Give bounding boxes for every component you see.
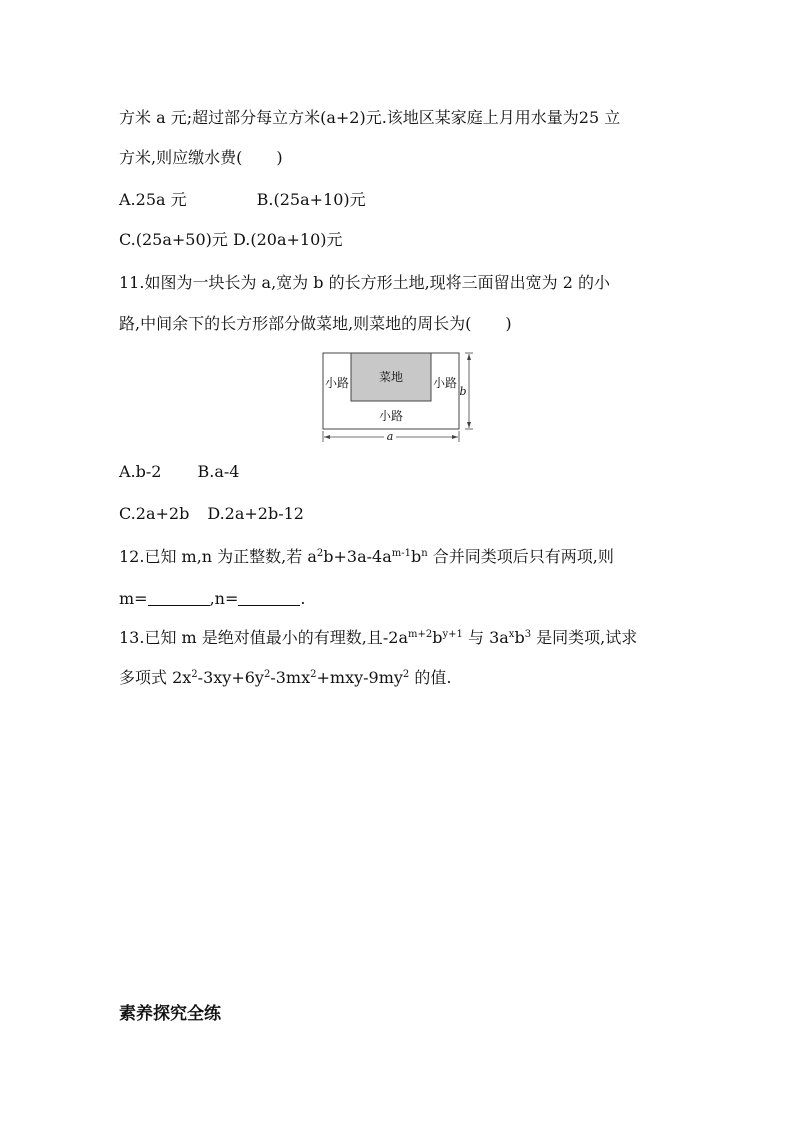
q13-text-2: b [432,628,443,647]
a-arrow-left [324,435,330,439]
q11-option-b: B.a-4 [197,462,240,481]
q10-options-cd [119,229,343,251]
section-heading: 素养探究全练 [119,1004,221,1024]
q10-option-b: B.(25a+10)元 [256,190,366,209]
q10-line2-text: 方米,则应缴水费( [119,148,243,167]
q13-l2-text-3: -3mx [270,668,311,687]
q10-options-ab [119,189,366,211]
q13-sup-4: 3 [524,629,532,640]
a-label: a [386,430,394,443]
plot-label: 菜地 [378,370,404,384]
q12-text-3: b [411,547,422,566]
b-arrow-up [467,354,471,360]
q12-line1 [119,546,614,568]
q10-line1: 方米 a 元;超过部分每立方米(a+2)元.该地区某家庭上月用水量为25 立 [119,108,621,127]
q13-line2 [119,667,451,689]
q11-option-c: C.2a+2b [119,504,190,523]
q13-l2-text-1: 多项式 2x [119,668,192,687]
q11-figure [318,349,478,445]
q10-line2-close: ) [276,148,283,167]
q13-sup-2: y+1 [442,629,463,640]
q12-sup-2: m-1 [391,548,412,559]
q11-option-a: A.b-2 [119,462,162,481]
q12-text-1: 12.已知 m,n 为正整数,若 a [119,547,317,566]
q10-option-a: A.25a 元 [119,190,187,209]
q12-sup-1: 2 [316,548,324,559]
q13-sup-1: m+2 [408,629,433,640]
q13-l2-text-2: -3xy+6y [197,668,264,687]
b-arrow-down [467,422,471,428]
q11-line2 [119,313,512,335]
q13-l2-sup-1: 2 [191,669,198,680]
q12-end: . [300,589,306,608]
q11-line1: 11.如图为一块长为 a,宽为 b 的长方形土地,现将三面留出宽为 2 的小 [119,273,611,292]
q13-l2-text-5: 的值. [409,668,452,687]
q11-line2-text: 路,中间余下的长方形部分做菜地,则菜地的周长为( [119,314,472,333]
q10-option-d: D.(20a+10)元 [233,230,343,249]
q12-sup-3: n [421,548,428,559]
b-label: b [459,385,467,398]
path-label-bottom: 小路 [378,409,404,423]
q13-l2-sup-2: 2 [263,669,271,680]
q13-line1 [119,627,637,649]
q10-line2 [119,147,283,169]
q12-n-blank[interactable] [238,591,300,606]
q12-n-label: ,n= [209,589,239,608]
q13-text-3: 与 3a [462,628,509,647]
q13-l2-sup-4: 2 [402,669,410,680]
q12-text-2: b+3a-4a [323,547,392,566]
q11-options-cd [119,503,304,525]
path-label-right: 小路 [432,376,458,390]
q12-text-4: 合并同类项后只有两项,则 [427,547,614,566]
q13-text-5: 是同类项,试求 [531,628,638,647]
a-arrow-right [452,435,458,439]
q12-m-blank[interactable] [148,591,210,606]
q11-options-ab [119,461,239,483]
q13-sup-3: x [508,629,515,640]
q13-text-1: 13.已知 m 是绝对值最小的有理数,且-2a [119,628,409,647]
q10-option-c: C.(25a+50)元 [119,230,228,249]
q13-l2-sup-3: 2 [310,669,317,680]
path-label-left: 小路 [324,376,350,390]
q13-text-4: b [514,628,525,647]
q11-line2-close: ) [505,314,512,333]
q12-line2 [119,588,305,610]
q11-option-d: D.2a+2b-12 [207,504,304,523]
q12-m-label: m= [119,589,148,608]
q13-l2-text-4: +mxy-9my [316,668,403,687]
